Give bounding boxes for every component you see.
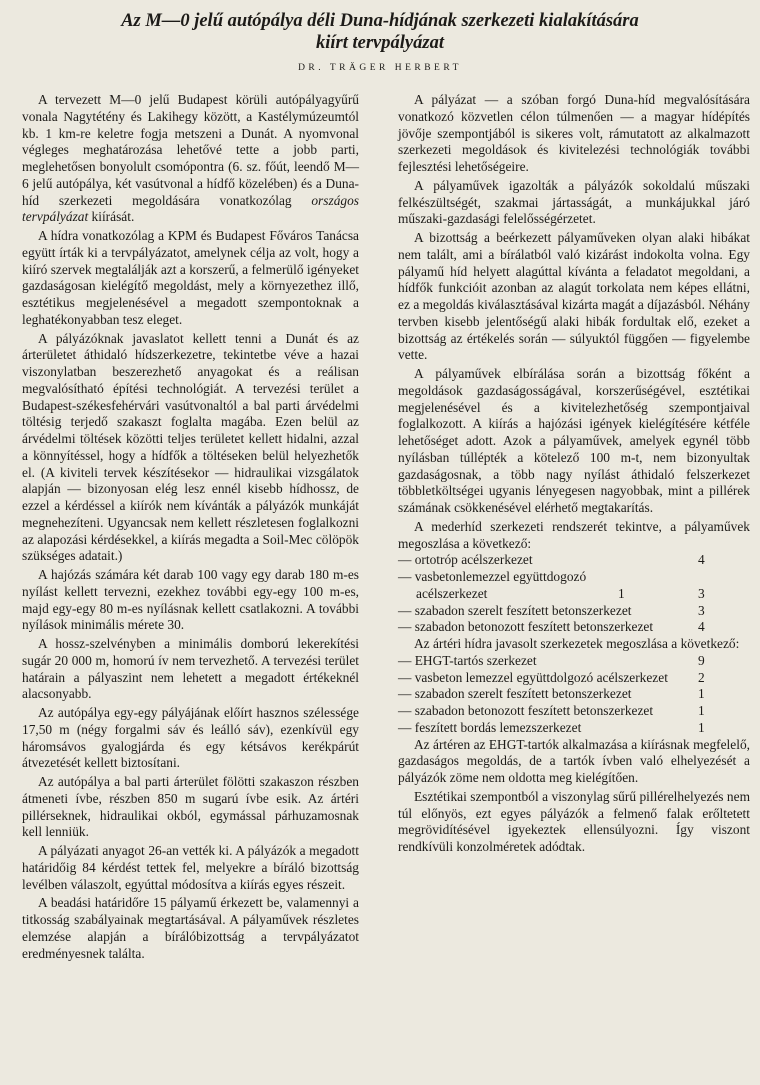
list-item-label: — feszített bordás lemezszerkezet: [398, 719, 582, 735]
paragraph: A beadási határidőre 15 pályamű érkezett be, valamennyi a titkosság szabályainak megtartásával. A pályaművek részletes elemzése alapján a bírálóbizottság a tervpályázatot eredményesnek találta.: [22, 895, 359, 961]
list-item: [398, 686, 750, 703]
emphasis-text: országos tervpályázat: [22, 192, 359, 225]
list-item-label: — vasbetonlemezzel együttdogozó acélszerkezet: [398, 569, 587, 601]
list-item: [398, 720, 750, 737]
column-gap: [378, 92, 379, 1052]
list-item: [398, 552, 750, 569]
paragraph: A bizottság a beérkezett pályaműveken olyan alaki hibákat nem talált, ami a bírálatból való kizárást indokolta volna. Egy pályamű híd helyett alagúttal kívánta a feladatot megoldani, a hídfők funkcióit azonban az alagút torkolata nem képes ellátni, ez a megoldás kiválasztásával kizárta magát a díjazásból. Néhány tervben kisebb jelentőségű alaki hibák fordultak elő, ezeket a bizottság az értékelés során — súlyuktól függően — figyelembe vette.: [398, 230, 750, 363]
title-line-1: Az M—0 jelű autópálya déli Duna-hídjának szerkezeti kialakítására: [121, 11, 639, 31]
paragraph: A pályázóknak javaslatot kellett tenni a Dunát és az árterületet áthidaló hídszerkezetre, tekintetbe véve a hazai viszonylatban beszerezhető anyagokat és a reálisan megvalósítható építési technológiát. A tervezési terület a Budapest-székesfehérvári vasútvonaltól a bal parti árvédelmi töltésig terjedő szakaszt foglalta magába. Ezen belül az árvédelmi töltések közötti teljes területet kellett hidalni, azzal a könnyítéssel, hogy a hídfők a töltéseken belül helyezhetők el. (A kiviteli tervek készítésekor — hidraulikai vizsgálatok alapján — bizonyosan elég lesz ennél kisebb hídhossz, de ezzel a kérdéssel a kiírók nem kívánták a pályázók munkáját megnehezíteni. Ugyancsak nem kellett részletesen foglalkozni az alapozási kérdésekkel, a kiírás megadta a Soil-Mec cölöpök szükséges adatait.): [22, 330, 359, 564]
paragraph: A pályaművek elbírálása során a bizottság főként a megoldások gazdaságosságával, korszerűségével, esztétikai megjelenésével és a kivitelezhetőség szempontjaival foglalkozott. A kiírás a hajózási igények kielégítésére kétféle lehetőséget adott. Azok a pályaművek, amelyek egynél több nyílásban túllépték a kötelező 100 m-t, nem bizonyultak gazdaságosnak, a több nagy nyílást áthidaló felszerkezet többletköltségei ugyanis lényegesen nagyobbak, mint a pillérek számának csökkenésével elérhető megtakarítás.: [398, 366, 750, 515]
list-item: [398, 603, 750, 620]
floodplain-bridge-list: [398, 653, 750, 737]
list-item-count: 1: [698, 686, 705, 702]
list-item-count: 1: [618, 585, 625, 601]
paragraph: A pályaművek igazolták a pályázók sokoldalú műszaki felkészültségét, szakmai jártasságát, a munkájukkal járó műszaki-gazdasági felelősségérzetet.: [398, 177, 750, 227]
main-bridge-list: [398, 552, 750, 636]
list-item-count: 4: [698, 619, 705, 635]
list-item: [398, 619, 750, 636]
list-item-label: — ortotróp acélszerkezet: [398, 552, 533, 568]
list-item-count: 4: [698, 552, 705, 568]
paragraph: Az autópálya a bal parti árterület fölötti szakaszon részben átmeneti ívbe, részben 850 m sugarú ívbe esik. Az ártéri pillérseknek, hidraulikai okból, egymással párhuzamosnak kell lenniük.: [22, 774, 359, 840]
title-line-2: kiírt tervpályázat: [316, 33, 444, 53]
article-title: [0, 10, 760, 54]
list-item-label: — EHGT-tartós szerkezet: [398, 652, 537, 668]
list-item-label: — szabadon betonozott feszített betonszerkezet: [398, 619, 654, 635]
paragraph: Az autópálya egy-egy pályájának előírt hasznos szélessége 17,50 m (négy forgalmi sáv és leálló sáv), ezenkívül egy háromsávos gyalogjárda és egy kétsávos kerékpárút átvezetését kellett biztosítani.: [22, 705, 359, 771]
paragraph-text: A tervezett M—0 jelű Budapest körüli autópályagyűrű vonala Nagytétény és Lakihegy között, a Kastélymúzeumtól kb. 1 km-re keletre fogja metszeni a Dunát. A nyomvonal végleges meghatározása lehetővé tette a jobb parti, meglehetősen bonyolult csomópontra (6. sz. főút, leendő M—6 jelű autópálya, két vasútvonal a hídfő közelében) és a Duna-híd szerkezeti megoldására vonatkozólag: [22, 92, 359, 208]
list-item-count: 1: [698, 703, 705, 718]
right-column: [398, 92, 750, 856]
list-item-count-extra: 3: [698, 585, 705, 601]
list-item: [398, 670, 750, 687]
list-item-label: — vasbeton lemezzel együttdolgozó acélszerkezet: [398, 669, 668, 685]
paragraph: [22, 92, 359, 226]
paragraph: A pályázati anyagot 26-an vették ki. A pályázók a megadott határidőig 84 kérdést tettek fel, melyekre a bíráló bizottság levélben válaszolt, egyúttal módosítva a kiírás egyes részeit.: [22, 843, 359, 892]
paragraph: Az ártéren az EHGT-tartók alkalmazása a kiírásnak megfelelő, gazdaságos megoldás, de a tartók ívben való elhelyezését a pályázók zöme nem oldotta meg kielégítően.: [398, 736, 750, 785]
list-item-count: 9: [698, 652, 705, 668]
list-item-label: — szabadon szerelt feszített betonszerkezet: [398, 686, 632, 702]
paragraph: Az ártéri hídra javasolt szerkezetek megoszlása a következő:: [414, 636, 740, 651]
paragraph-text: kiírását.: [88, 209, 135, 225]
paragraph: A mederhíd szerkezeti rendszerét tekintve, a pályaművek megoszlása a következő:: [398, 518, 750, 551]
list-item: [398, 569, 750, 603]
list-item-label: — szabadon szerelt feszített betonszerkezet: [398, 602, 632, 618]
list-item-count: 3: [698, 602, 705, 618]
list-item: [398, 703, 750, 720]
list-item-label: — szabadon betonozott feszített betonszerkezet: [398, 703, 654, 718]
list-item-count: 2: [698, 669, 705, 685]
author-byline: DR. TRÄGER HERBERT: [298, 63, 462, 73]
left-column: [22, 92, 359, 962]
paragraph: A hajózás számára két darab 100 vagy egy darab 180 m-es nyílást kellett tervezni, ezekhez további egy-egy 100 m-es, majd egy-egy 80 m-es nyílásnak kellett csatlakozni. A további nyílások minimális mérete 30.: [22, 567, 359, 633]
paragraph: A pályázat — a szóban forgó Duna-híd megvalósítására vonatkozó közvetlen célon túlmenően — a magyar hídépítés jövője szempontjából is sikeres volt, rámutatott az alkalmazott szerkezeti megoldások és kivitelezési technológiák további fejlesztési lehetőségeire.: [398, 92, 750, 174]
paragraph: A hídra vonatkozólag a KPM és Budapest Főváros Tanácsa együtt írták ki a tervpályázatot, amelynek célja az volt, hogy a kiíró szervek megtalálják azt a korszerű, a felmerülő igényeket gazdaságosan kielégítő megoldást, mely a környezethez illő, esztétikus megjelenésével a megadott szempontoknak a leghatékonyabban tesz eleget.: [22, 228, 359, 327]
paragraph: A hossz-szelvényben a minimális domború lekerekítési sugár 20 000 m, homorú ív nem tervezhető. A tervezési terület határain a pályaszint nem lehetett a megadott értékeknél alacsonyabb.: [22, 636, 359, 702]
paragraph: Esztétikai szempontból a viszonylag sűrű pillérelhelyezés nem túl előnyös, ezt egyes pályázók a felmenő falak erőltetett megrövidítésével igyekeztek ellensúlyozni. Így viszont rendkívüli konzolméretek adódtak.: [398, 788, 750, 854]
list-item-count: 1: [698, 719, 705, 735]
list-item: [398, 653, 750, 670]
